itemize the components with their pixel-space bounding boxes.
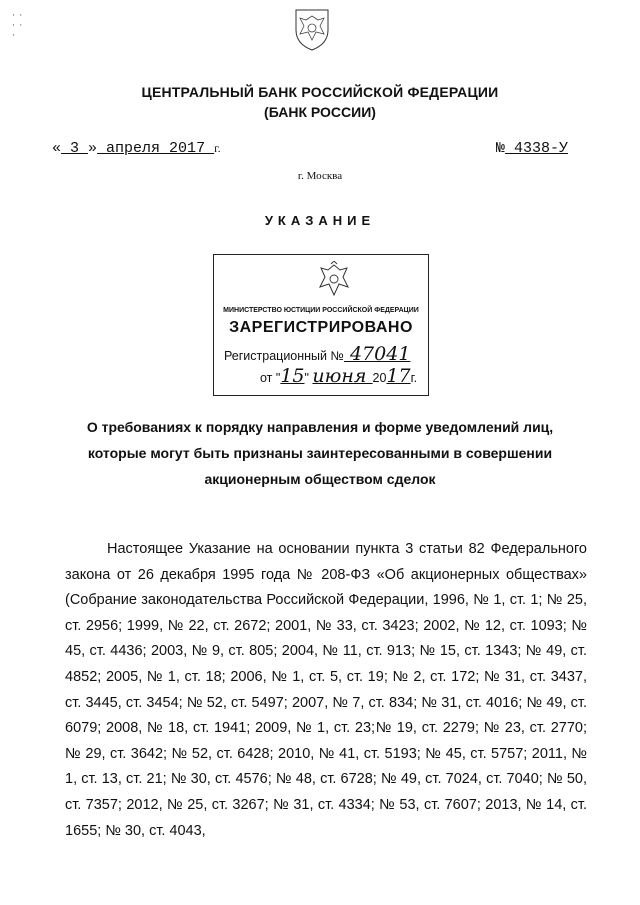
stamp-emblem-icon <box>314 261 354 301</box>
document-date: « 3 » апреля 2017 г. <box>52 140 221 157</box>
bank-name: ЦЕНТРАЛЬНЫЙ БАНК РОССИЙСКОЙ ФЕДЕРАЦИИ <box>141 84 499 100</box>
stamp-registration-number: Регистрационный № 47041 <box>224 343 411 365</box>
stamp-registered: ЗАРЕГИСТРИРОВАНО <box>229 319 413 336</box>
stamp-date: от "15" июня 2017г. <box>260 365 418 387</box>
document-number: № 4338-У <box>496 140 569 157</box>
subject-line: О требованиях к порядку направления и форме уведомлений лиц, <box>86 419 554 435</box>
body-text <box>65 537 587 844</box>
bank-short-name: (БАНК РОССИИ) <box>264 104 376 120</box>
subject-line: акционерным обществом сделок <box>204 471 436 487</box>
document-type-title: УКАЗАНИЕ <box>264 213 376 228</box>
city: г. Москва <box>297 170 343 182</box>
subject-line: которые могут быть признаны заинтересованными в совершении <box>87 445 553 461</box>
document-subject <box>80 414 560 492</box>
stamp-ministry: МИНИСТЕРСТВО ЮСТИЦИИ РОССИЙСКОЙ ФЕДЕРАЦИИ <box>223 307 419 314</box>
corner-marks: · · · · · <box>12 10 24 40</box>
body-paragraph: Настоящее Указание на основании пункта 3 статьи 82 Федерального закона от 26 декабря 1995 года № 208-ФЗ «Об акционерных обществах» (Собрание законодательства Российской Федерации, 1996, № 1, ст. 1; № 25, ст. 2956; 1999, № 22, ст. 2672; 2001, № 33, ст. 3423; 2002, № 12, ст. 1093; № 45, ст. 4436; 2003, № 9, ст. 805; 2004, № 11, ст. 913; № 15, ст. 1343; № 49, ст. 4852; 2005, № 1, ст. 18; 2006, № 1, ст. 5, ст. 19; № 2, ст. 172; № 31, ст. 3437, ст. 3445, ст. 3454; № 52, ст. 5497; 2007, № 7, ст. 834; № 31, ст. 4016; № 49, ст. 6079; 2008, № 18, ст. 1941; 2009, № 1, ст. 23;№ 19, ст. 2279; № 23, ст. 2770; № 29, ст. 3642; № 52, ст. 6428; 2010, № 41, ст. 5193; № 45, ст. 5757; 2011, № 1, ст. 13, ст. 21; № 30, ст. 4576; № 48, ст. 6728; № 49, ст. 7024, ст. 7040; № 50, ст. 7357; 2012, № 25, ст. 3267; № 31, ст. 4334; № 53, ст. 7607; 2013, № 14, ст. 1655; № 30, ст. 4043, <box>65 541 587 839</box>
coat-of-arms-emblem <box>286 4 338 52</box>
registration-stamp <box>213 254 429 396</box>
